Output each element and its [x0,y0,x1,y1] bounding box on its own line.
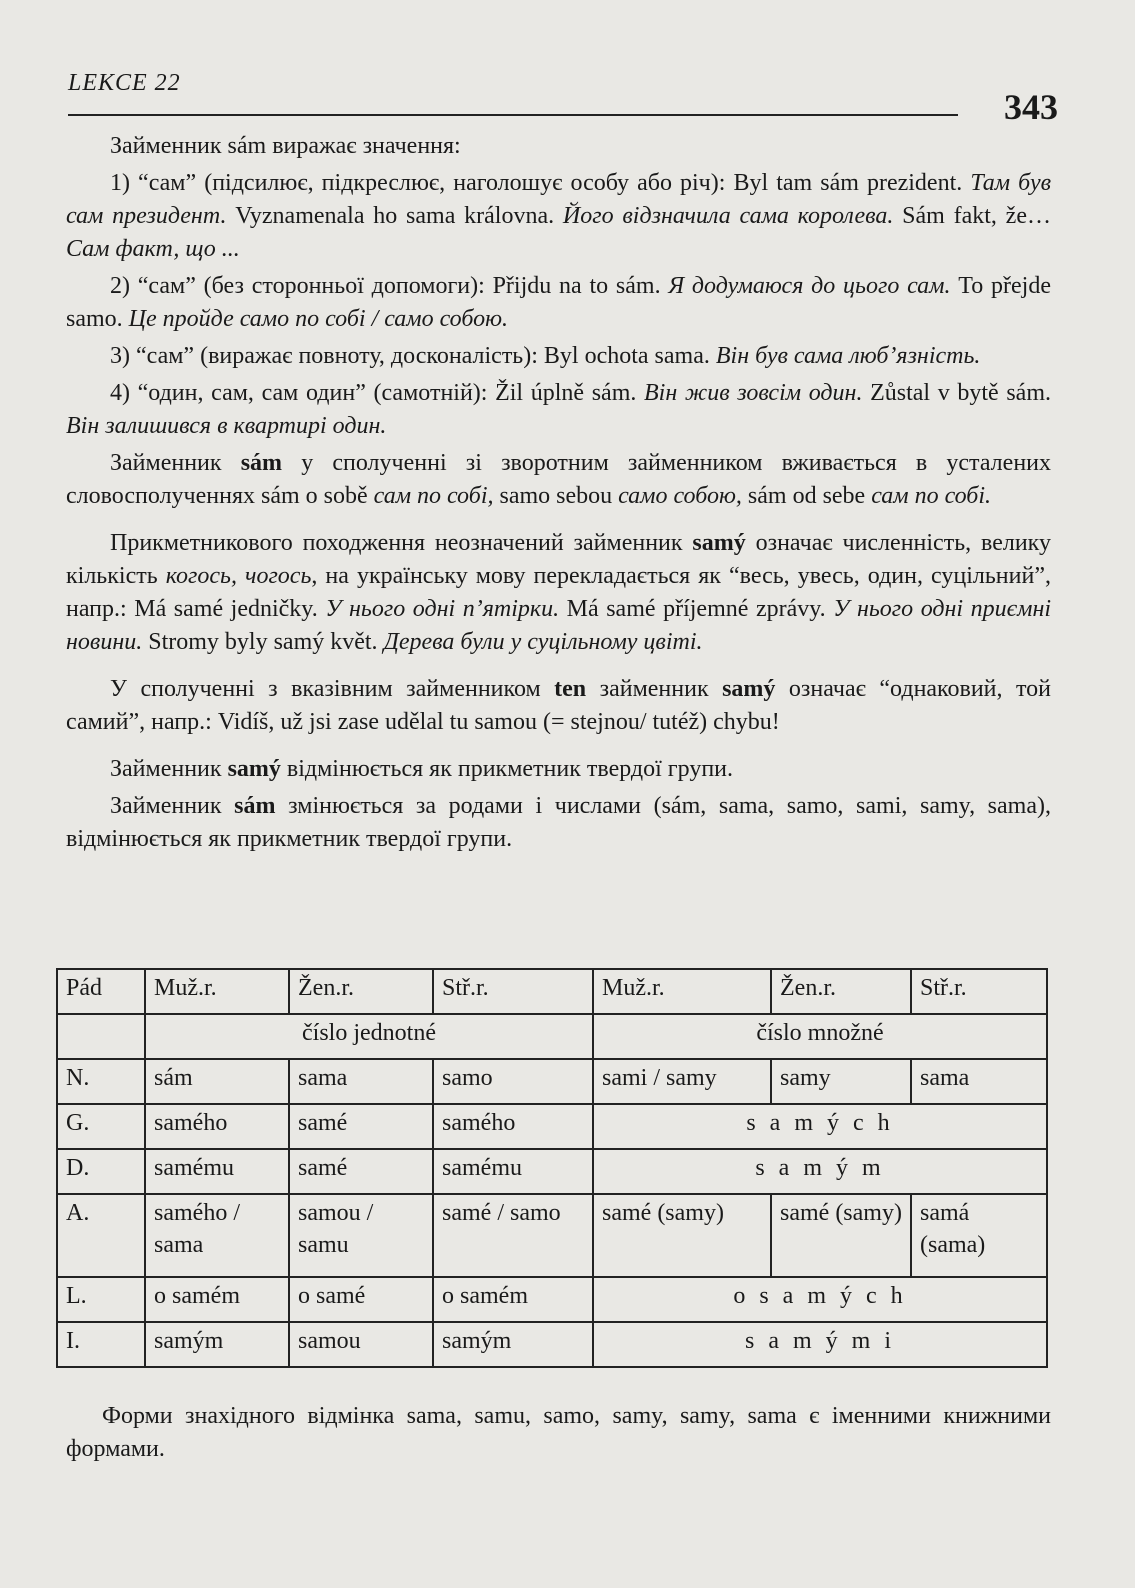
paragraph-reflexive: Займенник sám у сполученні зі зворотним займенником вживається в усталених словосполученнях sám o sobě сам по собі, samo sebou само собою, sám od sebe сам по собі. [66,450,1052,509]
plural-label: číslo množné [593,1014,1047,1059]
table-cell: samy [771,1059,911,1104]
table-header-cell: Stř.r. [911,969,1047,1014]
table-header-cell: Stř.r. [433,969,593,1014]
table-cell: sama [289,1059,433,1104]
table-header-cell: Muž.r. [145,969,289,1014]
paragraph-samy-declension: Займенник samý відмінюється як прикметник твердої групи. [110,756,734,782]
table-cell: o samém [433,1277,593,1322]
table-row [57,1059,1047,1104]
page-footer-note [66,1400,1051,1470]
table-cell: samé / samo [433,1194,593,1277]
table-cell: o s a m ý c h [593,1277,1047,1322]
page-header [68,70,1058,130]
table-cell: samého / sama [145,1194,289,1277]
paragraph-samy: Прикметникового походження неозначений займенник samý означає численність, велику кількість когось, чогось, на українську мову перекладається як “весь, увесь, один, суцільний”, напр.: Má samé jedničky. У нього одні п’ятірки. Má samé příjemné zprávy. У нього одні приємні новини. Stromy byly samý květ. Дерева були у суцільному цвіті. [66,530,1052,655]
paragraph-meaning-1: 1) “сам” (підсилює, підкреслює, наголошує особу або річ): Byl tam sám prezident. Там був сам президент. Vyznamenala ho sama královna. Його відзначила сама королева. Sám fakt, že… Сам факт, що ... [66,170,1052,262]
table-cell [57,1014,145,1059]
table-row [57,1277,1047,1322]
header-rule [68,114,958,116]
paragraph-meaning-2: 2) “сам” (без сторонньої допомоги): Přijdu na to sám. Я додумаюся до цього сам. To přejde samo. Це пройде само по собі / само собою. [66,273,1052,332]
declension-table [56,968,1048,1368]
paragraph-sam-declension: Займенник sám змінюється за родами і числами (sám, sama, samo, sami, samy, sama), відмінюється як прикметник твердої групи. [66,793,1051,852]
table-cell: samému [433,1149,593,1194]
table-cell: samým [433,1322,593,1367]
table-header-cell: Žen.r. [289,969,433,1014]
table-cell: samá (sama) [911,1194,1047,1277]
table-row [57,1322,1047,1367]
paragraph-intro: Займенник sám виражає значення: [110,133,461,159]
paragraph-meaning-4: 4) “один, сам, сам один” (самотній): Žil úplně sám. Він жив зовсім один. Zůstal v bytě sám. Він залишився в квартирі один. [66,380,1051,439]
table-number-row [57,1014,1047,1059]
table-cell: s a m ý m [593,1149,1047,1194]
page-number: 343 [1004,87,1058,127]
table-cell: sami / samy [593,1059,771,1104]
table-cell: G. [57,1104,145,1149]
table-cell: L. [57,1277,145,1322]
running-head: LEKCE 22 [68,70,181,96]
table-cell: s a m ý c h [593,1104,1047,1149]
table-cell: s a m ý m i [593,1322,1047,1367]
table-cell: samou / samu [289,1194,433,1277]
table-cell: samého [433,1104,593,1149]
table-cell: samé [289,1104,433,1149]
table-header-cell: Muž.r. [593,969,771,1014]
table-cell: o samé [289,1277,433,1322]
table-cell: N. [57,1059,145,1104]
table-row [57,1104,1047,1149]
table-cell: sama [911,1059,1047,1104]
table-cell: D. [57,1149,145,1194]
table-cell: samé (samy) [771,1194,911,1277]
table-cell: I. [57,1322,145,1367]
table-cell: o samém [145,1277,289,1322]
paragraph-footnote: Форми знахідного відмінка sama, samu, samo, samy, samy, sama є іменними книжними формами. [66,1403,1051,1462]
table-cell: samým [145,1322,289,1367]
paragraph-meaning-3: 3) “сам” (виражає повноту, досконалість): Byl ochota sama. Він був сама люб’язність. [110,343,981,369]
table-cell: samého [145,1104,289,1149]
table-cell: samému [145,1149,289,1194]
table-header-row [57,969,1047,1014]
table-cell: samé (samy) [593,1194,771,1277]
table-cell: samou [289,1322,433,1367]
table-row [57,1149,1047,1194]
table-header-cell: Pád [57,969,145,1014]
table-row [57,1194,1047,1277]
table-cell: samé [289,1149,433,1194]
table-cell: A. [57,1194,145,1277]
page-body [66,130,1051,860]
paragraph-ten-samy: У сполученні з вказівним займенником ten займенник samý означає “однаковий, той самий”, напр.: Vidíš, už jsi zase udělal tu samou (= stejnou/ tutéž) chybu! [66,676,1051,735]
table-header-cell: Žen.r. [771,969,911,1014]
singular-label: číslo jednotné [145,1014,593,1059]
table-cell: samo [433,1059,593,1104]
table-cell: sám [145,1059,289,1104]
